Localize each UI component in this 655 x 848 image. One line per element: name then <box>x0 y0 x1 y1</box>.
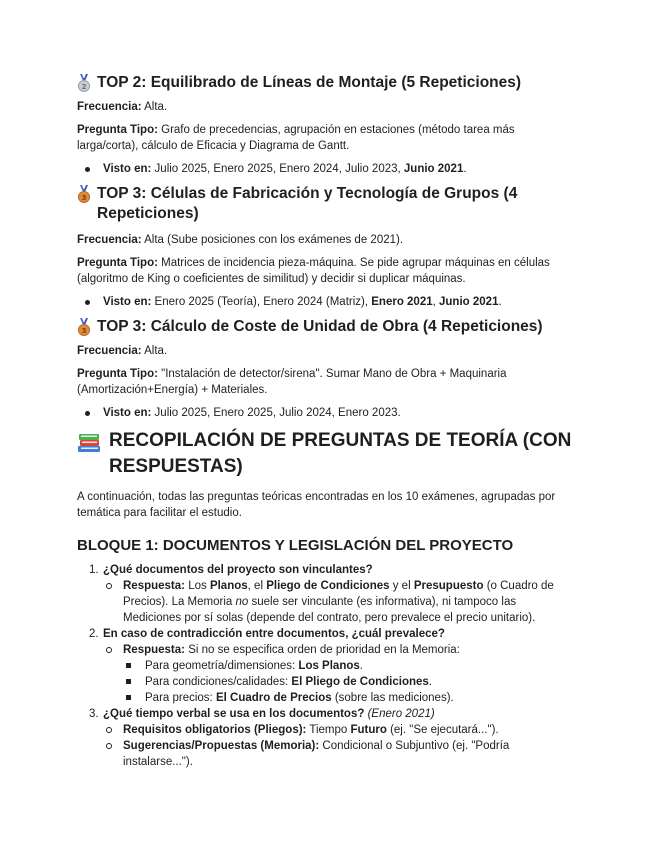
question-2: 2. En caso de contradicción entre documentos, ¿cuál prevalece? <box>89 628 445 640</box>
top3b-title: TOP 3: Cálculo de Coste de Unidad de Obra (4 Repeticiones) <box>97 318 543 335</box>
top3b-heading <box>77 317 577 337</box>
top3b-frecuencia: Frecuencia: Alta. <box>77 345 168 357</box>
question-3-answer-a: Requisitos obligatorios (Pliegos): Tiempo Futuro (ej. "Se ejecutará..."). <box>77 722 577 738</box>
recopilacion-intro: A continuación, todas las preguntas teóricas encontradas en los 10 exámenes, agrupadas por temática para facilitar el estudio. <box>77 491 556 519</box>
question-3: 3. ¿Qué tiempo verbal se usa en los documentos? (Enero 2021) <box>89 708 435 720</box>
list-item: Para condiciones/calidades: El Pliego de Condiciones. <box>77 674 577 690</box>
top3b-pregunta-tipo: Pregunta Tipo: "Instalación de detector/sirena". Sumar Mano de Obra + Maquinaria (Amortización+Energía) + Materiales. <box>77 368 507 396</box>
question-1: 1. ¿Qué documentos del proyecto son vinculantes? <box>89 564 373 576</box>
question-3-answer-b: Sugerencias/Propuestas (Memoria): Condicional o Subjuntivo (ej. "Podría instalarse..."). <box>77 738 577 770</box>
books-icon <box>77 429 101 453</box>
top3b-visto: Visto en: Julio 2025, Enero 2025, Julio 2024, Enero 2023. <box>77 405 577 421</box>
bloque1-heading: BLOQUE 1: DOCUMENTOS Y LEGISLACIÓN DEL PROYECTO <box>77 537 514 554</box>
list-item: Para precios: El Cuadro de Precios (sobre las mediciones). <box>77 690 577 706</box>
top2-heading <box>77 73 577 93</box>
top3a-visto: Visto en: Enero 2025 (Teoría), Enero 2024 (Matriz), Enero 2021, Junio 2021. <box>77 294 577 310</box>
svg-text:3: 3 <box>81 327 87 335</box>
bronze-medal-icon <box>77 318 91 336</box>
question-1-answer: Respuesta: Los Planos, el Pliego de Condiciones y el Presupuesto (o Cuadro de Precios). La Memoria no suele ser vinculante (es informativa), ni tampoco las Mediciones por sí solas (depende del contrato, pero prevalece el precio unitario). <box>77 578 577 626</box>
recopilacion-heading <box>77 428 577 480</box>
top2-visto: Visto en: Julio 2025, Enero 2025, Enero 2024, Julio 2023, Junio 2021. <box>77 161 577 177</box>
top3a-title: TOP 3: Células de Fabricación y Tecnología de Grupos (4 Repeticiones) <box>97 185 518 222</box>
top2-pregunta-tipo: Pregunta Tipo: Grafo de precedencias, agrupación en estaciones (método tarea más larga/corta), cálculo de Eficacia y Diagrama de Gantt. <box>77 124 515 152</box>
top3a-pregunta-tipo: Pregunta Tipo: Matrices de incidencia pieza-máquina. Se pide agrupar máquinas en células (algoritmo de King o coeficientes de similitud) y decidir si duplicar máquinas. <box>77 257 550 285</box>
top3a-frecuencia: Frecuencia: Alta (Sube posiciones con los exámenes de 2021). <box>77 234 404 246</box>
silver-medal-icon <box>77 74 91 92</box>
recopilacion-title: RECOPILACIÓN DE PREGUNTAS DE TEORÍA (CON RESPUESTAS) <box>109 430 572 477</box>
bronze-medal-icon <box>77 185 91 203</box>
list-item: Para geometría/dimensiones: Los Planos. <box>77 658 577 674</box>
document-page <box>77 73 577 770</box>
question-2-answer: Respuesta: Si no se especifica orden de prioridad en la Memoria: <box>77 642 577 658</box>
top2-frecuencia: Frecuencia: Alta. <box>77 101 168 113</box>
svg-text:2: 2 <box>81 83 87 91</box>
top2-title: TOP 2: Equilibrado de Líneas de Montaje (5 Repeticiones) <box>97 74 522 91</box>
top3a-heading <box>77 184 577 224</box>
svg-text:3: 3 <box>81 194 87 202</box>
